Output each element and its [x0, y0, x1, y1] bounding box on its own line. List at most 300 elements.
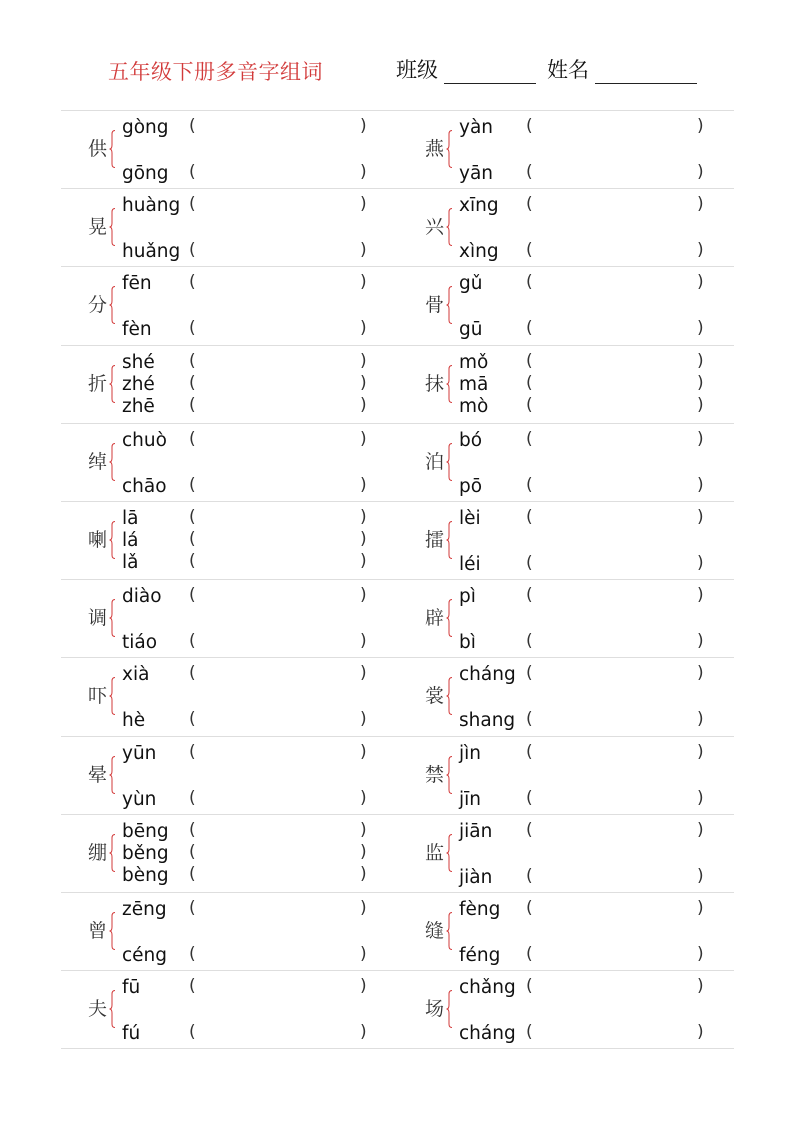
polyphone-character: 绰 [88, 450, 108, 473]
pronunciation-row [122, 843, 382, 865]
answer-blank-open-paren[interactable]: ( [189, 116, 196, 136]
answer-blank-open-paren[interactable]: ( [189, 550, 196, 571]
pinyin-label: gōng [122, 163, 169, 184]
pinyin-label: jiàn [459, 866, 493, 888]
pronunciation-row [459, 319, 719, 341]
polyphone-character: 分 [88, 294, 108, 317]
answer-blank-open-paren[interactable]: ( [189, 372, 196, 393]
answer-blank-close-paren[interactable]: ) [697, 350, 704, 371]
polyphone-character: 晃 [88, 216, 108, 239]
polyphone-entry [398, 111, 734, 188]
pronunciation-row [122, 743, 382, 765]
answer-blank-close-paren[interactable]: ) [697, 631, 704, 652]
answer-blank-open-paren[interactable]: ( [526, 428, 533, 449]
pinyin-label: bì [459, 632, 476, 654]
pinyin-label: gòng [122, 117, 169, 138]
pronunciation-row [122, 664, 382, 686]
pronunciation-row [459, 241, 719, 263]
curly-brace-icon [109, 208, 116, 246]
pronunciation-list [122, 815, 382, 892]
pinyin-label: fū [122, 977, 141, 999]
answer-blank-open-paren[interactable]: ( [189, 841, 196, 862]
class-blank[interactable] [444, 61, 536, 84]
answer-blank-open-paren[interactable]: ( [189, 1022, 196, 1043]
answer-blank-open-paren[interactable]: ( [189, 863, 196, 884]
answer-blank-close-paren[interactable]: ) [360, 318, 367, 339]
answer-blank-open-paren[interactable]: ( [526, 585, 533, 606]
polyphone-entry [398, 971, 734, 1048]
pronunciation-list [122, 111, 382, 188]
answer-blank-close-paren[interactable]: ) [360, 550, 367, 571]
table-row [61, 815, 734, 893]
pinyin-label: běng [122, 842, 169, 864]
pronunciation-row [459, 352, 719, 374]
pronunciation-row [122, 530, 382, 552]
pinyin-label: féng [459, 944, 501, 966]
answer-blank-open-paren[interactable]: ( [526, 1022, 533, 1043]
pronunciation-row [459, 554, 719, 576]
answer-blank-open-paren[interactable]: ( [189, 506, 196, 527]
answer-blank-close-paren[interactable]: ) [697, 552, 704, 573]
curly-brace-icon [446, 677, 453, 715]
pronunciation-row [459, 396, 719, 418]
answer-blank-close-paren[interactable]: ) [360, 162, 367, 182]
pinyin-label: fèn [122, 319, 152, 341]
answer-blank-close-paren[interactable]: ) [360, 741, 367, 762]
polyphone-entry [61, 424, 397, 501]
pronunciation-list [459, 971, 719, 1048]
answer-blank-open-paren[interactable]: ( [189, 897, 196, 918]
pinyin-label: yàn [459, 117, 494, 138]
polyphone-entry [61, 111, 397, 188]
pronunciation-list [122, 893, 382, 970]
curly-brace-icon [109, 834, 116, 872]
answer-blank-open-paren[interactable]: ( [189, 240, 196, 261]
answer-blank-close-paren[interactable]: ) [697, 428, 704, 449]
pronunciation-list [122, 658, 382, 735]
polyphone-entry [61, 658, 397, 735]
answer-blank-open-paren[interactable]: ( [189, 819, 196, 840]
pronunciation-row [459, 374, 719, 396]
answer-blank-open-paren[interactable]: ( [526, 116, 533, 136]
answer-blank-close-paren[interactable]: ) [697, 976, 704, 997]
answer-blank-open-paren[interactable]: ( [189, 631, 196, 652]
curly-brace-icon [446, 208, 453, 246]
answer-blank-close-paren[interactable]: ) [360, 631, 367, 652]
answer-blank-close-paren[interactable]: ) [697, 162, 704, 182]
pronunciation-row [459, 945, 719, 967]
pinyin-label: yān [459, 163, 494, 184]
pronunciation-row [122, 476, 382, 498]
answer-blank-open-paren[interactable]: ( [526, 552, 533, 573]
pronunciation-list [122, 424, 382, 501]
pronunciation-list [122, 737, 382, 814]
answer-blank-close-paren[interactable]: ) [697, 240, 704, 261]
pinyin-label: céng [122, 944, 168, 966]
pinyin-label: jiān [459, 820, 493, 842]
answer-blank-close-paren[interactable]: ) [360, 372, 367, 393]
pronunciation-list [459, 267, 719, 344]
polyphone-entry [398, 424, 734, 501]
answer-blank-close-paren[interactable]: ) [360, 528, 367, 549]
answer-blank-close-paren[interactable]: ) [697, 709, 704, 730]
pinyin-label: chǎng [459, 977, 516, 999]
answer-blank-open-paren[interactable]: ( [526, 897, 533, 918]
answer-blank-open-paren[interactable]: ( [189, 585, 196, 606]
pronunciation-row [122, 319, 382, 341]
pronunciation-list [122, 346, 382, 423]
answer-blank-open-paren[interactable]: ( [526, 272, 533, 293]
answer-blank-close-paren[interactable]: ) [360, 841, 367, 862]
pronunciation-row [459, 1023, 719, 1045]
name-blank[interactable] [595, 61, 697, 84]
curly-brace-icon [446, 912, 453, 950]
answer-blank-open-paren[interactable]: ( [189, 741, 196, 762]
pronunciation-row [122, 899, 382, 921]
polyphone-entry [398, 815, 734, 892]
pinyin-label: zhē [122, 395, 155, 417]
polyphone-entry [398, 346, 734, 423]
answer-blank-open-paren[interactable]: ( [189, 272, 196, 293]
answer-blank-open-paren[interactable]: ( [189, 943, 196, 964]
pinyin-label: mā [459, 373, 489, 395]
answer-blank-close-paren[interactable]: ) [360, 350, 367, 371]
pinyin-label: chuò [122, 429, 167, 451]
answer-blank-open-paren[interactable]: ( [189, 428, 196, 449]
polyphone-entry [61, 267, 397, 344]
answer-blank-close-paren[interactable]: ) [360, 272, 367, 293]
table-row [61, 580, 734, 658]
curly-brace-icon [446, 130, 453, 168]
polyphone-entry [61, 502, 397, 579]
polyphone-entry [398, 189, 734, 266]
answer-blank-close-paren[interactable]: ) [360, 863, 367, 884]
curly-brace-icon [109, 677, 116, 715]
pinyin-label: léi [459, 553, 481, 575]
table-row [61, 737, 734, 815]
polyphone-entry [61, 971, 397, 1048]
table-row [61, 502, 734, 580]
curly-brace-icon [446, 521, 453, 559]
pronunciation-row [459, 273, 719, 295]
answer-blank-open-paren[interactable]: ( [189, 162, 196, 182]
answer-blank-open-paren[interactable]: ( [189, 474, 196, 495]
pronunciation-row [122, 117, 382, 139]
pinyin-label: yùn [122, 788, 157, 810]
answer-blank-close-paren[interactable]: ) [697, 318, 704, 339]
table-row [61, 267, 734, 345]
answer-blank-close-paren[interactable]: ) [360, 1022, 367, 1043]
pinyin-label: gǔ [459, 273, 483, 295]
answer-blank-close-paren[interactable]: ) [360, 943, 367, 964]
answer-blank-close-paren[interactable]: ) [697, 819, 704, 840]
polyphone-entry [398, 737, 734, 814]
pinyin-label: zhé [122, 373, 155, 395]
answer-blank-open-paren[interactable]: ( [189, 709, 196, 730]
pronunciation-list [122, 267, 382, 344]
polyphone-character: 吓 [88, 685, 108, 708]
polyphone-character: 辟 [425, 607, 445, 630]
pinyin-label: lèi [459, 507, 481, 529]
answer-blank-open-paren[interactable]: ( [189, 976, 196, 997]
pinyin-label: cháng [459, 664, 516, 686]
curly-brace-icon [109, 521, 116, 559]
pronunciation-list [459, 424, 719, 501]
polyphone-entry [61, 189, 397, 266]
polyphone-character: 供 [88, 138, 108, 160]
polyphone-entry [61, 893, 397, 970]
pinyin-label: xià [122, 664, 150, 686]
answer-blank-close-paren[interactable]: ) [697, 394, 704, 415]
pronunciation-row [122, 508, 382, 530]
pinyin-label: fēn [122, 273, 152, 295]
polyphone-character: 场 [425, 998, 445, 1021]
pronunciation-list [459, 111, 719, 188]
pronunciation-list [122, 580, 382, 657]
table-row [61, 893, 734, 971]
answer-blank-open-paren[interactable]: ( [189, 528, 196, 549]
polyphone-entry [61, 346, 397, 423]
polyphone-entry [61, 737, 397, 814]
pinyin-label: hè [122, 710, 146, 732]
answer-blank-open-paren[interactable]: ( [526, 741, 533, 762]
pinyin-label: jìn [459, 742, 482, 764]
pronunciation-list [459, 737, 719, 814]
polyphone-character: 骨 [425, 294, 445, 317]
answer-blank-close-paren[interactable]: ) [360, 240, 367, 261]
pronunciation-list [459, 189, 719, 266]
table-row [61, 111, 734, 189]
polyphone-entry [398, 658, 734, 735]
pinyin-label: xīng [459, 195, 499, 217]
polyphone-character: 调 [88, 607, 108, 630]
pinyin-label: tiáo [122, 632, 158, 654]
answer-blank-close-paren[interactable]: ) [697, 943, 704, 964]
answer-blank-open-paren[interactable]: ( [189, 663, 196, 684]
pinyin-label: bēng [122, 820, 169, 842]
pronunciation-row [459, 867, 719, 889]
curly-brace-icon [446, 365, 453, 403]
pronunciation-row [122, 396, 382, 418]
pronunciation-row [459, 430, 719, 452]
answer-blank-close-paren[interactable]: ) [697, 1022, 704, 1043]
pronunciation-list [122, 502, 382, 579]
answer-blank-close-paren[interactable]: ) [697, 865, 704, 886]
curly-brace-icon [446, 756, 453, 794]
answer-blank-close-paren[interactable]: ) [360, 787, 367, 808]
answer-blank-open-paren[interactable]: ( [526, 394, 533, 415]
answer-blank-close-paren[interactable]: ) [360, 897, 367, 918]
answer-blank-open-paren[interactable]: ( [189, 394, 196, 415]
answer-blank-close-paren[interactable]: ) [697, 897, 704, 918]
answer-blank-open-paren[interactable]: ( [189, 318, 196, 339]
table-row [61, 424, 734, 502]
pronunciation-list [459, 658, 719, 735]
pronunciation-row [459, 508, 719, 530]
pinyin-label: gū [459, 319, 483, 341]
answer-blank-open-paren[interactable]: ( [189, 787, 196, 808]
answer-blank-close-paren[interactable]: ) [697, 194, 704, 215]
pronunciation-row [459, 710, 719, 732]
answer-blank-open-paren[interactable]: ( [526, 506, 533, 527]
polyphone-character: 泊 [425, 450, 445, 473]
pinyin-label: mǒ [459, 351, 489, 373]
answer-blank-open-paren[interactable]: ( [526, 194, 533, 215]
pronunciation-row [122, 865, 382, 887]
answer-blank-open-paren[interactable]: ( [526, 663, 533, 684]
answer-blank-close-paren[interactable]: ) [360, 194, 367, 215]
polyphone-entry [398, 580, 734, 657]
name-label: 姓名 [547, 58, 589, 82]
table-row [61, 346, 734, 424]
pinyin-label: lǎ [122, 551, 139, 573]
pronunciation-row [459, 789, 719, 811]
polyphone-character: 夫 [88, 998, 108, 1021]
pinyin-label: yūn [122, 742, 157, 764]
answer-blank-open-paren[interactable]: ( [526, 474, 533, 495]
polyphone-character: 喇 [88, 528, 108, 551]
pinyin-label: lá [122, 529, 139, 551]
answer-blank-open-paren[interactable]: ( [526, 372, 533, 393]
answer-blank-close-paren[interactable]: ) [360, 116, 367, 136]
name-field [547, 54, 697, 84]
answer-blank-close-paren[interactable]: ) [360, 663, 367, 684]
answer-blank-close-paren[interactable]: ) [360, 394, 367, 415]
answer-blank-close-paren[interactable]: ) [360, 474, 367, 495]
pronunciation-list [459, 580, 719, 657]
polyphone-character: 折 [88, 372, 108, 395]
pinyin-label: chāo [122, 475, 167, 497]
pinyin-label: huàng [122, 195, 181, 217]
pronunciation-row [459, 117, 719, 139]
pinyin-label: jīn [459, 788, 482, 810]
answer-blank-close-paren[interactable]: ) [697, 372, 704, 393]
pronunciation-row [459, 664, 719, 686]
answer-blank-close-paren[interactable]: ) [360, 585, 367, 606]
polyphone-character: 绷 [88, 841, 108, 864]
pronunciation-row [122, 586, 382, 608]
pronunciation-row [122, 789, 382, 811]
pronunciation-list [459, 502, 719, 579]
pinyin-label: lā [122, 507, 139, 529]
polyphone-character: 曾 [88, 919, 108, 942]
answer-blank-close-paren[interactable]: ) [360, 506, 367, 527]
answer-blank-open-paren[interactable]: ( [189, 350, 196, 371]
curly-brace-icon [109, 912, 116, 950]
polyphone-entry [61, 815, 397, 892]
pronunciation-list [459, 815, 719, 892]
curly-brace-icon [109, 990, 116, 1028]
polyphone-character: 抹 [425, 372, 445, 395]
answer-blank-close-paren[interactable]: ) [697, 116, 704, 136]
pinyin-label: bó [459, 429, 483, 451]
pinyin-label: shang [459, 710, 516, 732]
pinyin-label: huǎng [122, 241, 181, 263]
answer-blank-close-paren[interactable]: ) [697, 474, 704, 495]
answer-blank-open-paren[interactable]: ( [526, 819, 533, 840]
page-title: 五年级下册多音字组词 [108, 60, 323, 84]
answer-blank-open-paren[interactable]: ( [526, 631, 533, 652]
answer-blank-close-paren[interactable]: ) [697, 787, 704, 808]
answer-blank-open-paren[interactable]: ( [526, 162, 533, 182]
answer-blank-close-paren[interactable]: ) [697, 663, 704, 684]
polyphone-character: 兴 [425, 216, 445, 239]
answer-blank-open-paren[interactable]: ( [526, 350, 533, 371]
pronunciation-row [459, 632, 719, 654]
curly-brace-icon [446, 599, 453, 637]
answer-blank-close-paren[interactable]: ) [360, 976, 367, 997]
answer-blank-close-paren[interactable]: ) [697, 272, 704, 293]
pronunciation-row [459, 163, 719, 185]
pronunciation-row [459, 743, 719, 765]
table-row [61, 971, 734, 1049]
curly-brace-icon [109, 286, 116, 324]
pinyin-label: diào [122, 586, 162, 608]
pinyin-label: zēng [122, 898, 167, 920]
answer-blank-open-paren[interactable]: ( [526, 787, 533, 808]
curly-brace-icon [446, 990, 453, 1028]
answer-blank-open-paren[interactable]: ( [526, 240, 533, 261]
pinyin-label: pō [459, 475, 483, 497]
pinyin-label: bèng [122, 864, 169, 886]
curly-brace-icon [109, 756, 116, 794]
pinyin-label: fèng [459, 898, 501, 920]
curly-brace-icon [446, 834, 453, 872]
polyphone-character: 缝 [425, 919, 445, 942]
pinyin-label: cháng [459, 1023, 516, 1045]
answer-blank-open-paren[interactable]: ( [526, 865, 533, 886]
pronunciation-row [459, 899, 719, 921]
answer-blank-close-paren[interactable]: ) [360, 428, 367, 449]
pronunciation-row [122, 374, 382, 396]
class-field [396, 54, 536, 84]
word-table [61, 110, 734, 1049]
pinyin-label: xìng [459, 241, 499, 263]
pronunciation-row [122, 710, 382, 732]
pronunciation-row [122, 430, 382, 452]
class-label: 班级 [396, 58, 438, 82]
answer-blank-open-paren[interactable]: ( [526, 318, 533, 339]
answer-blank-close-paren[interactable]: ) [360, 709, 367, 730]
pronunciation-row [459, 977, 719, 999]
pronunciation-row [122, 195, 382, 217]
pronunciation-row [122, 977, 382, 999]
polyphone-character: 监 [425, 841, 445, 864]
answer-blank-close-paren[interactable]: ) [697, 506, 704, 527]
pronunciation-row [122, 945, 382, 967]
pinyin-label: mò [459, 395, 489, 417]
polyphone-entry [398, 893, 734, 970]
pinyin-label: fú [122, 1023, 141, 1045]
polyphone-character: 燕 [425, 138, 445, 160]
answer-blank-open-paren[interactable]: ( [526, 943, 533, 964]
pinyin-label: shé [122, 351, 155, 373]
answer-blank-open-paren[interactable]: ( [526, 709, 533, 730]
answer-blank-close-paren[interactable]: ) [697, 741, 704, 762]
answer-blank-close-paren[interactable]: ) [360, 819, 367, 840]
pronunciation-row [459, 586, 719, 608]
answer-blank-close-paren[interactable]: ) [697, 585, 704, 606]
pronunciation-row [122, 1023, 382, 1045]
pronunciation-list [122, 189, 382, 266]
pronunciation-row [122, 273, 382, 295]
polyphone-entry [398, 502, 734, 579]
answer-blank-open-paren[interactable]: ( [189, 194, 196, 215]
pronunciation-row [122, 821, 382, 843]
polyphone-entry [61, 580, 397, 657]
answer-blank-open-paren[interactable]: ( [526, 976, 533, 997]
pronunciation-list [122, 971, 382, 1048]
